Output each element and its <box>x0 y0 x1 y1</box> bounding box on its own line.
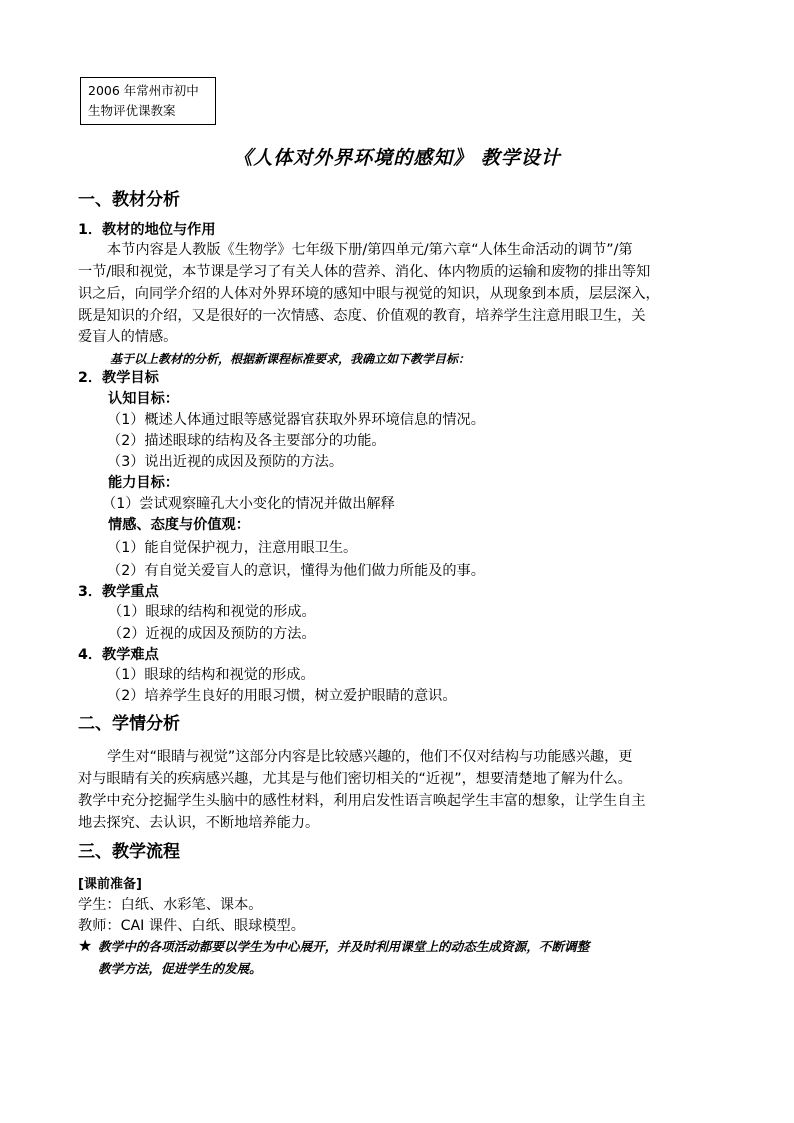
emotion-label: 情感、态度与价值观： <box>108 517 250 533</box>
student-materials: 学生：白纸、水彩笔、课本。 <box>78 897 263 913</box>
list-item: （1）眼球的结构和视觉的形成。 <box>107 667 315 683</box>
star-note-line: 教学方法，促进学生的发展。 <box>98 961 262 976</box>
ability-label: 能力目标： <box>108 475 179 491</box>
section-heading-material: 一、教材分析 <box>78 190 180 210</box>
subheading-difficulties: 4．教学难点 <box>78 647 159 663</box>
paragraph-line: 识之后，向同学介绍的人体对外界环境的感知中眼与视觉的知识，从现象到本质，层层深入， <box>78 286 660 302</box>
list-item: （2）描述眼球的结构及各主要部分的功能。 <box>107 433 386 449</box>
header-box-line2: 生物评优课教案 <box>88 103 176 118</box>
teacher-materials: 教师：CAI 课件、白纸、眼球模型。 <box>78 918 305 934</box>
list-item: （3）说出近视的成因及预防的方法。 <box>107 454 344 470</box>
paragraph-line: 地去探究、去认识，不断地培养能力。 <box>78 815 320 831</box>
paragraph-line: 学生对“眼睛与视觉”这部分内容是比较感兴趣的，他们不仅对结构与功能感兴趣，更 <box>107 749 633 765</box>
prep-label: [课前准备] <box>78 877 142 892</box>
subheading-objectives: 2．教学目标 <box>78 370 159 386</box>
paragraph-line: 既是知识的介绍，又是很好的一次情感、态度、价值观的教育，培养学生注意用眼卫生，关 <box>78 308 646 324</box>
header-info-box <box>80 77 216 125</box>
objectives-note: 基于以上教材的分析，根据新课程标准要求，我确立如下教学目标： <box>110 352 471 366</box>
list-item: （1）尝试观察瞳孔大小变化的情况并做出解释 <box>102 496 395 512</box>
paragraph-line: 一节/眼和视觉，本节课是学习了有关人体的营养、消化、体内物质的运输和废物的排出等知 <box>78 264 651 280</box>
subheading-position: 1．教材的地位与作用 <box>78 222 216 238</box>
paragraph-line: 教学中充分挖掘学生头脑中的感性材料，利用启发性语言唤起学生丰富的想象，让学生自主 <box>78 793 646 809</box>
paragraph-line: 对与眼睛有关的疾病感兴趣，尤其是与他们密切相关的“近视”，想要清楚地了解为什么。 <box>78 771 632 787</box>
header-box-line1: 2006 年常州市初中 <box>88 83 199 98</box>
section-heading-student-analysis: 二、学情分析 <box>78 714 180 734</box>
list-item: （2）培养学生良好的用眼习惯，树立爱护眼睛的意识。 <box>107 688 457 704</box>
document-title: 《人体对外界环境的感知》 教学设计 <box>233 147 561 169</box>
list-item: （1）概述人体通过眼等感觉器官获取外界环境信息的情况。 <box>107 412 485 428</box>
list-item: （1）眼球的结构和视觉的形成。 <box>108 604 316 620</box>
paragraph-line: 爱盲人的情感。 <box>78 329 178 345</box>
section-heading-process: 三、教学流程 <box>78 842 180 862</box>
star-icon: ★ <box>78 936 93 955</box>
paragraph-line: 本节内容是人教版《生物学》七年级下册/第四单元/第六章“人体生命活动的调节”/第 <box>107 242 633 258</box>
subheading-key-points: 3．教学重点 <box>78 584 159 600</box>
list-item: （2）有自觉关爱盲人的意识，懂得为他们做力所能及的事。 <box>107 563 485 579</box>
list-item: （1）能自觉保护视力，注意用眼卫生。 <box>107 540 358 556</box>
cognitive-label: 认知目标： <box>108 391 179 407</box>
list-item: （2）近视的成因及预防的方法。 <box>108 626 316 642</box>
star-note-line: 教学中的各项活动都要以学生为中心展开，并及时利用课堂上的动态生成资源，不断调整 <box>98 939 590 954</box>
